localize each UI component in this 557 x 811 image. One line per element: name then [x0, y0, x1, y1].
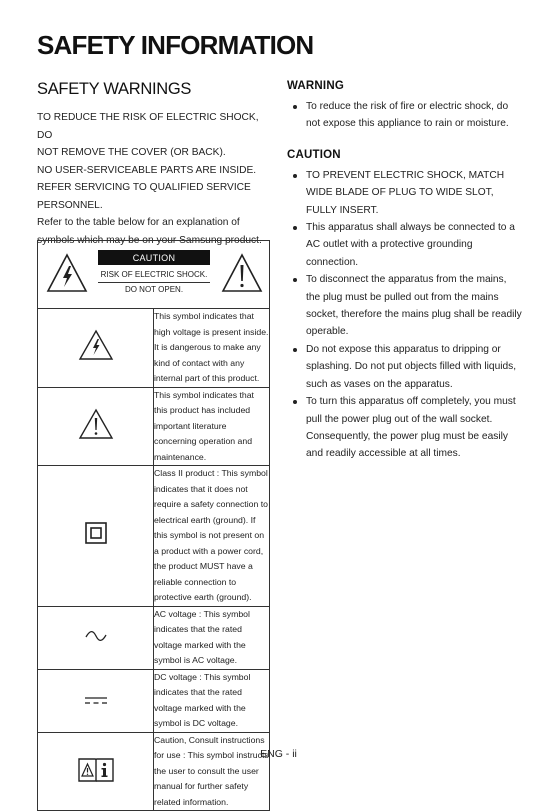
- intro-line: TO REDUCE THE RISK OF ELECTRIC SHOCK, DO: [37, 112, 259, 141]
- symbols-table: [37, 240, 270, 811]
- symbol-row: [38, 466, 270, 607]
- symbol-icon-cell: [38, 387, 154, 466]
- symbol-description: DC voltage : This symbol indicates that the rated voltage marked with the symbol is DC voltage.: [154, 669, 270, 732]
- high-voltage-triangle-icon: [46, 253, 88, 293]
- safety-warnings-intro: [37, 109, 270, 249]
- symbol-icon-cell: [38, 732, 154, 811]
- list-item: To reduce the risk of fire or electric shock, do not expose this appliance to rain or moisture.: [287, 98, 522, 133]
- symbol-description: AC voltage : This symbol indicates that the rated voltage marked with the symbol is AC voltage.: [154, 606, 270, 669]
- symbol-row: [38, 669, 270, 732]
- caution-label-line2: DO NOT OPEN.: [124, 285, 184, 294]
- symbol-row: [38, 387, 270, 466]
- caution-heading: CAUTION: [287, 148, 341, 161]
- caution-label: [98, 250, 210, 296]
- symbol-icon-cell: [38, 309, 154, 388]
- page-footer: ENG - ii: [260, 748, 297, 760]
- right-column: [287, 80, 522, 463]
- list-item: This apparatus shall always be connected to a AC outlet with a protective grounding connection.: [287, 219, 522, 271]
- caution-label-line1: RISK OF ELECTRIC SHOCK.: [98, 268, 210, 283]
- exclamation-warning-icon: [78, 408, 114, 440]
- intro-line: symbols which may be on your Samsung product.: [37, 234, 262, 246]
- list-item: TO PREVENT ELECTRIC SHOCK, MATCH WIDE BLADE OF PLUG TO WIDE SLOT, FULLY INSERT.: [287, 167, 522, 219]
- intro-line: NO USER-SERVICEABLE PARTS ARE INSIDE.: [37, 164, 257, 176]
- symbol-icon-cell: [38, 669, 154, 732]
- caution-label-title: CAUTION: [98, 250, 210, 265]
- symbol-description: Caution, Consult instructions for use : This symbol instructs the user to consult the user manual for further safety related information.: [154, 732, 270, 811]
- intro-line: PERSONNEL.: [37, 199, 103, 211]
- warning-heading: WARNING: [287, 80, 344, 92]
- list-item: To turn this apparatus off completely, you must pull the power plug out of the wall socket. Consequently, the power plug must be easily and readily accessible at all times.: [287, 393, 522, 463]
- page-title: SAFETY INFORMATION: [37, 30, 314, 60]
- warning-list: [287, 98, 522, 133]
- symbol-description: Class II product : This symbol indicates that it does not require a safety connection to electrical earth (ground). If this symbol is not present on a product with a power cord, the product MUST have a reliable connection to protective earth (ground).: [154, 466, 270, 607]
- caution-list: [287, 167, 522, 463]
- ac-voltage-icon: [85, 630, 107, 642]
- dc-voltage-icon: [84, 695, 108, 705]
- exclamation-triangle-icon: [221, 253, 263, 293]
- symbol-row: [38, 606, 270, 669]
- symbol-description: This symbol indicates that this product has included important literature concerning operation and maintenance.: [154, 387, 270, 466]
- intro-line: Refer to the table below for an explanation of: [37, 217, 240, 228]
- symbol-row: [38, 309, 270, 388]
- symbol-icon-cell: [38, 606, 154, 669]
- intro-line: NOT REMOVE THE COVER (OR BACK).: [37, 147, 226, 158]
- caution-label-row: [38, 241, 270, 309]
- symbol-description: This symbol indicates that high voltage is present inside. It is dangerous to make any kind of contact with any internal part of this product.: [154, 309, 270, 388]
- safety-warnings-heading: SAFETY WARNINGS: [37, 80, 192, 98]
- list-item: Do not expose this apparatus to dripping or splashing. Do not put objects filled with liquids, such as vases on the apparatus.: [287, 341, 522, 393]
- caution-label-cell: [38, 241, 270, 309]
- high-voltage-icon: [78, 329, 114, 361]
- list-item: To disconnect the apparatus from the mains, the plug must be pulled out from the mains socket, therefore the mains plug shall be readily operable.: [287, 271, 522, 341]
- symbol-icon-cell: [38, 466, 154, 607]
- class-ii-double-square-icon: [85, 522, 107, 544]
- symbol-row: [38, 732, 270, 811]
- intro-line: REFER SERVICING TO QUALIFIED SERVICE: [37, 182, 251, 193]
- caution-label-body: [98, 265, 210, 296]
- left-column: [37, 80, 270, 249]
